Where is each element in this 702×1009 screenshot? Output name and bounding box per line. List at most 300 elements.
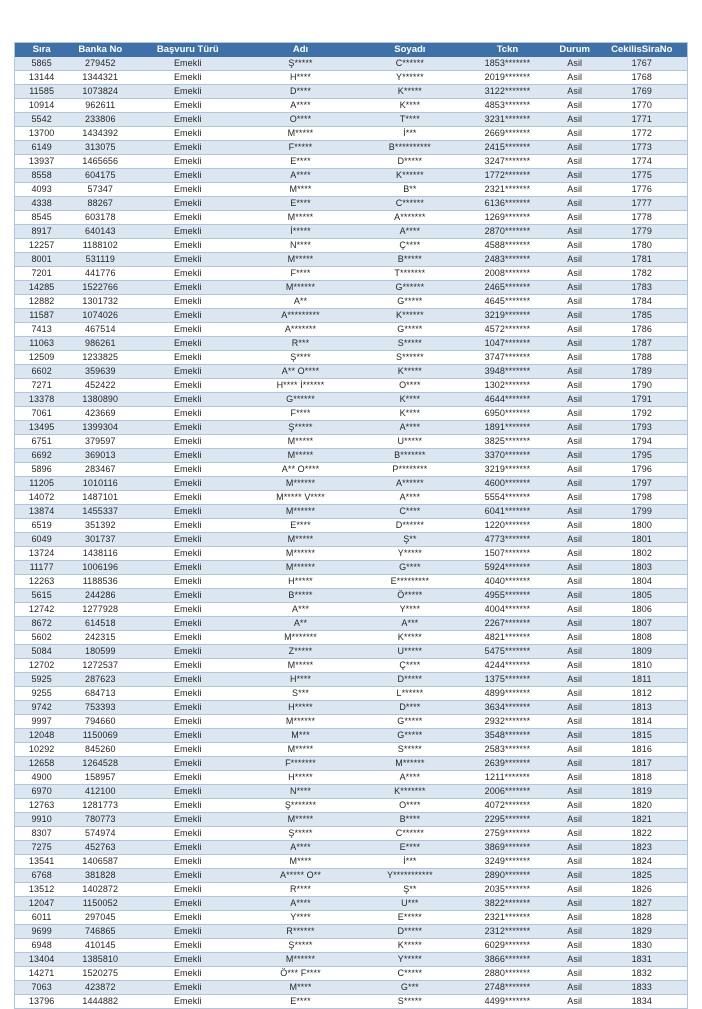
cell-tckn: 1211******* — [462, 771, 553, 785]
cell-basvuru-turu: Emekli — [132, 911, 243, 925]
cell-adi: Ş**** — [243, 351, 357, 365]
cell-sira: 8672 — [15, 617, 69, 631]
table-row — [15, 169, 688, 183]
cell-basvuru-turu: Emekli — [132, 295, 243, 309]
cell-durum: Asil — [553, 281, 597, 295]
cell-soyadi: K****** — [358, 309, 462, 323]
cell-adi: A** O**** — [243, 365, 357, 379]
cell-cekilissirano: 1833 — [597, 981, 688, 995]
table-row — [15, 113, 688, 127]
cell-soyadi: İ*** — [358, 855, 462, 869]
cell-adi: B***** — [243, 589, 357, 603]
cell-tckn: 3247******* — [462, 155, 553, 169]
cell-adi: M***** — [243, 211, 357, 225]
cell-durum: Asil — [553, 939, 597, 953]
cell-banka-no: 1233825 — [68, 351, 132, 365]
table-row — [15, 953, 688, 967]
cell-basvuru-turu: Emekli — [132, 673, 243, 687]
cell-adi: A**** — [243, 841, 357, 855]
cell-adi: A***** O** — [243, 869, 357, 883]
cell-durum: Asil — [553, 169, 597, 183]
cell-adi: M****** — [243, 477, 357, 491]
cell-sira: 5542 — [15, 113, 69, 127]
table-row — [15, 127, 688, 141]
cell-cekilissirano: 1778 — [597, 211, 688, 225]
cell-soyadi: Y****** — [358, 71, 462, 85]
cell-soyadi: E**** — [358, 841, 462, 855]
cell-basvuru-turu: Emekli — [132, 533, 243, 547]
cell-soyadi: G***** — [358, 729, 462, 743]
cell-durum: Asil — [553, 211, 597, 225]
cell-durum: Asil — [553, 337, 597, 351]
table-row — [15, 715, 688, 729]
cell-sira: 7061 — [15, 407, 69, 421]
cell-cekilissirano: 1790 — [597, 379, 688, 393]
cell-cekilissirano: 1796 — [597, 463, 688, 477]
cell-cekilissirano: 1777 — [597, 197, 688, 211]
cell-adi: M****** — [243, 505, 357, 519]
table-row — [15, 379, 688, 393]
cell-adi: Ş******* — [243, 799, 357, 813]
cell-adi: Ş***** — [243, 939, 357, 953]
cell-basvuru-turu: Emekli — [132, 239, 243, 253]
cell-durum: Asil — [553, 743, 597, 757]
cell-soyadi: B** — [358, 183, 462, 197]
column-header-tckn: Tckn — [462, 43, 553, 58]
cell-soyadi: P******** — [358, 463, 462, 477]
cell-sira: 11063 — [15, 337, 69, 351]
cell-adi: R*** — [243, 337, 357, 351]
cell-sira: 14285 — [15, 281, 69, 295]
column-header-banka-no: Banka No — [68, 43, 132, 58]
cell-tckn: 4600******* — [462, 477, 553, 491]
cell-durum: Asil — [553, 463, 597, 477]
cell-adi: M***** — [243, 127, 357, 141]
cell-tckn: 4853******* — [462, 99, 553, 113]
cell-cekilissirano: 1800 — [597, 519, 688, 533]
cell-cekilissirano: 1774 — [597, 155, 688, 169]
cell-basvuru-turu: Emekli — [132, 57, 243, 71]
cell-basvuru-turu: Emekli — [132, 715, 243, 729]
cell-tckn: 2415******* — [462, 141, 553, 155]
cell-basvuru-turu: Emekli — [132, 771, 243, 785]
cell-soyadi: C**** — [358, 505, 462, 519]
cell-cekilissirano: 1788 — [597, 351, 688, 365]
cell-adi: F******* — [243, 757, 357, 771]
cell-cekilissirano: 1780 — [597, 239, 688, 253]
cell-banka-no: 287623 — [68, 673, 132, 687]
cell-cekilissirano: 1783 — [597, 281, 688, 295]
cell-soyadi: B**** — [358, 813, 462, 827]
cell-sira: 6049 — [15, 533, 69, 547]
cell-tckn: 2483******* — [462, 253, 553, 267]
cell-sira: 13796 — [15, 995, 69, 1009]
cell-durum: Asil — [553, 869, 597, 883]
table-row — [15, 449, 688, 463]
cell-banka-no: 1399304 — [68, 421, 132, 435]
cell-cekilissirano: 1819 — [597, 785, 688, 799]
cell-cekilissirano: 1825 — [597, 869, 688, 883]
cell-durum: Asil — [553, 855, 597, 869]
cell-banka-no: 423669 — [68, 407, 132, 421]
cell-durum: Asil — [553, 197, 597, 211]
cell-soyadi: Y***** — [358, 953, 462, 967]
cell-sira: 11585 — [15, 85, 69, 99]
cell-durum: Asil — [553, 113, 597, 127]
cell-banka-no: 962611 — [68, 99, 132, 113]
cell-durum: Asil — [553, 449, 597, 463]
cell-sira: 12742 — [15, 603, 69, 617]
cell-tckn: 1269******* — [462, 211, 553, 225]
cell-adi: M***** — [243, 253, 357, 267]
cell-sira: 13495 — [15, 421, 69, 435]
cell-banka-no: 467514 — [68, 323, 132, 337]
cell-banka-no: 1188102 — [68, 239, 132, 253]
cell-soyadi: Y**** — [358, 603, 462, 617]
cell-durum: Asil — [553, 379, 597, 393]
cell-banka-no: 1301732 — [68, 295, 132, 309]
table-row — [15, 743, 688, 757]
cell-adi: H***** — [243, 575, 357, 589]
cell-sira: 8545 — [15, 211, 69, 225]
cell-cekilissirano: 1816 — [597, 743, 688, 757]
cell-cekilissirano: 1801 — [597, 533, 688, 547]
cell-soyadi: G****** — [358, 281, 462, 295]
cell-durum: Asil — [553, 757, 597, 771]
table-row — [15, 813, 688, 827]
cell-durum: Asil — [553, 911, 597, 925]
cell-durum: Asil — [553, 925, 597, 939]
cell-tckn: 2639******* — [462, 757, 553, 771]
cell-basvuru-turu: Emekli — [132, 197, 243, 211]
cell-basvuru-turu: Emekli — [132, 645, 243, 659]
cell-durum: Asil — [553, 57, 597, 71]
cell-basvuru-turu: Emekli — [132, 421, 243, 435]
cell-banka-no: 1444882 — [68, 995, 132, 1009]
cell-soyadi: G**** — [358, 561, 462, 575]
cell-tckn: 4499******* — [462, 995, 553, 1009]
cell-banka-no: 412100 — [68, 785, 132, 799]
table-row — [15, 267, 688, 281]
cell-sira: 13512 — [15, 883, 69, 897]
cell-basvuru-turu: Emekli — [132, 309, 243, 323]
cell-cekilissirano: 1798 — [597, 491, 688, 505]
cell-banka-no: 1402872 — [68, 883, 132, 897]
cell-durum: Asil — [553, 561, 597, 575]
cell-soyadi: E***** — [358, 911, 462, 925]
cell-basvuru-turu: Emekli — [132, 855, 243, 869]
cell-tckn: 3122******* — [462, 85, 553, 99]
cell-basvuru-turu: Emekli — [132, 925, 243, 939]
table-row — [15, 183, 688, 197]
cell-cekilissirano: 1808 — [597, 631, 688, 645]
cell-cekilissirano: 1812 — [597, 687, 688, 701]
cell-basvuru-turu: Emekli — [132, 589, 243, 603]
cell-banka-no: 604175 — [68, 169, 132, 183]
cell-basvuru-turu: Emekli — [132, 799, 243, 813]
cell-soyadi: Ş** — [358, 883, 462, 897]
cell-durum: Asil — [553, 883, 597, 897]
cell-soyadi: U*** — [358, 897, 462, 911]
cell-basvuru-turu: Emekli — [132, 603, 243, 617]
cell-durum: Asil — [553, 71, 597, 85]
cell-basvuru-turu: Emekli — [132, 463, 243, 477]
table-header — [15, 43, 688, 58]
table-row — [15, 365, 688, 379]
cell-banka-no: 1074026 — [68, 309, 132, 323]
cell-banka-no: 452422 — [68, 379, 132, 393]
cell-cekilissirano: 1786 — [597, 323, 688, 337]
cell-durum: Asil — [553, 659, 597, 673]
cell-cekilissirano: 1823 — [597, 841, 688, 855]
cell-durum: Asil — [553, 295, 597, 309]
cell-banka-no: 57347 — [68, 183, 132, 197]
cell-adi: Ş***** — [243, 827, 357, 841]
cell-sira: 14271 — [15, 967, 69, 981]
cell-adi: Y**** — [243, 911, 357, 925]
cell-banka-no: 986261 — [68, 337, 132, 351]
cell-tckn: 3219******* — [462, 309, 553, 323]
cell-tckn: 1220******* — [462, 519, 553, 533]
cell-sira: 6768 — [15, 869, 69, 883]
cell-banka-no: 1073824 — [68, 85, 132, 99]
cell-banka-no: 441776 — [68, 267, 132, 281]
cell-banka-no: 1264528 — [68, 757, 132, 771]
cell-basvuru-turu: Emekli — [132, 813, 243, 827]
table-row — [15, 673, 688, 687]
cell-soyadi: A**** — [358, 771, 462, 785]
cell-tckn: 6041******* — [462, 505, 553, 519]
cell-tckn: 4588******* — [462, 239, 553, 253]
cell-cekilissirano: 1818 — [597, 771, 688, 785]
cell-basvuru-turu: Emekli — [132, 351, 243, 365]
cell-cekilissirano: 1804 — [597, 575, 688, 589]
cell-tckn: 2465******* — [462, 281, 553, 295]
cell-basvuru-turu: Emekli — [132, 841, 243, 855]
cell-sira: 13724 — [15, 547, 69, 561]
cell-basvuru-turu: Emekli — [132, 85, 243, 99]
cell-adi: R****** — [243, 925, 357, 939]
table-header-row — [15, 43, 688, 58]
table-row — [15, 253, 688, 267]
cell-cekilissirano: 1815 — [597, 729, 688, 743]
cell-basvuru-turu: Emekli — [132, 113, 243, 127]
cell-adi: F**** — [243, 407, 357, 421]
cell-cekilissirano: 1822 — [597, 827, 688, 841]
cell-sira: 11177 — [15, 561, 69, 575]
cell-basvuru-turu: Emekli — [132, 897, 243, 911]
cell-soyadi: İ*** — [358, 127, 462, 141]
cell-banka-no: 1006196 — [68, 561, 132, 575]
cell-soyadi: S***** — [358, 337, 462, 351]
table-row — [15, 981, 688, 995]
cell-banka-no: 379597 — [68, 435, 132, 449]
cell-banka-no: 158957 — [68, 771, 132, 785]
cell-cekilissirano: 1773 — [597, 141, 688, 155]
cell-banka-no: 746865 — [68, 925, 132, 939]
cell-durum: Asil — [553, 505, 597, 519]
cell-basvuru-turu: Emekli — [132, 687, 243, 701]
cell-banka-no: 233806 — [68, 113, 132, 127]
cell-soyadi: Ç**** — [358, 239, 462, 253]
cell-adi: F**** — [243, 267, 357, 281]
cell-soyadi: A**** — [358, 421, 462, 435]
table-row — [15, 505, 688, 519]
cell-basvuru-turu: Emekli — [132, 995, 243, 1009]
cell-sira: 7271 — [15, 379, 69, 393]
cell-soyadi: A**** — [358, 491, 462, 505]
cell-basvuru-turu: Emekli — [132, 827, 243, 841]
cell-basvuru-turu: Emekli — [132, 785, 243, 799]
cell-soyadi: U***** — [358, 435, 462, 449]
cell-basvuru-turu: Emekli — [132, 575, 243, 589]
cell-banka-no: 410145 — [68, 939, 132, 953]
table-row — [15, 393, 688, 407]
cell-adi: M***** — [243, 435, 357, 449]
table-row — [15, 351, 688, 365]
cell-cekilissirano: 1775 — [597, 169, 688, 183]
cell-adi: Ö*** F**** — [243, 967, 357, 981]
cell-adi: M***** — [243, 533, 357, 547]
cell-sira: 9699 — [15, 925, 69, 939]
cell-adi: A**** — [243, 99, 357, 113]
table-row — [15, 295, 688, 309]
cell-soyadi: D***** — [358, 155, 462, 169]
cell-tckn: 1891******* — [462, 421, 553, 435]
cell-tckn: 2880******* — [462, 967, 553, 981]
cell-cekilissirano: 1831 — [597, 953, 688, 967]
table-row — [15, 477, 688, 491]
cell-cekilissirano: 1793 — [597, 421, 688, 435]
cell-durum: Asil — [553, 225, 597, 239]
cell-soyadi: A****** — [358, 477, 462, 491]
cell-tckn: 1772******* — [462, 169, 553, 183]
cell-adi: M****** — [243, 281, 357, 295]
cell-adi: M******* — [243, 631, 357, 645]
cell-soyadi: K**** — [358, 99, 462, 113]
cell-adi: E**** — [243, 519, 357, 533]
cell-basvuru-turu: Emekli — [132, 281, 243, 295]
cell-adi: A********* — [243, 309, 357, 323]
cell-tckn: 3822******* — [462, 897, 553, 911]
cell-durum: Asil — [553, 953, 597, 967]
cell-banka-no: 1150052 — [68, 897, 132, 911]
cell-sira: 8917 — [15, 225, 69, 239]
cell-adi: A**** — [243, 897, 357, 911]
cell-adi: Ş***** — [243, 57, 357, 71]
cell-banka-no: 684713 — [68, 687, 132, 701]
cell-cekilissirano: 1817 — [597, 757, 688, 771]
cell-sira: 7413 — [15, 323, 69, 337]
cell-sira: 12509 — [15, 351, 69, 365]
cell-basvuru-turu: Emekli — [132, 435, 243, 449]
cell-banka-no: 297045 — [68, 911, 132, 925]
cell-tckn: 4572******* — [462, 323, 553, 337]
cell-durum: Asil — [553, 351, 597, 365]
cell-tckn: 6950******* — [462, 407, 553, 421]
cell-tckn: 1507******* — [462, 547, 553, 561]
cell-adi: F***** — [243, 141, 357, 155]
cell-tckn: 3634******* — [462, 701, 553, 715]
cell-cekilissirano: 1791 — [597, 393, 688, 407]
table-body — [15, 57, 688, 1009]
cell-adi: M****** — [243, 715, 357, 729]
cell-soyadi: K******* — [358, 785, 462, 799]
table-row — [15, 855, 688, 869]
cell-basvuru-turu: Emekli — [132, 743, 243, 757]
table-row — [15, 155, 688, 169]
cell-cekilissirano: 1813 — [597, 701, 688, 715]
table-row — [15, 491, 688, 505]
cell-banka-no: 1150069 — [68, 729, 132, 743]
results-table — [14, 42, 688, 1009]
cell-sira: 8558 — [15, 169, 69, 183]
cell-cekilissirano: 1821 — [597, 813, 688, 827]
cell-sira: 7201 — [15, 267, 69, 281]
cell-adi: M**** — [243, 183, 357, 197]
column-header-durum: Durum — [553, 43, 597, 58]
cell-cekilissirano: 1772 — [597, 127, 688, 141]
cell-durum: Asil — [553, 673, 597, 687]
cell-adi: M**** — [243, 855, 357, 869]
cell-cekilissirano: 1805 — [597, 589, 688, 603]
cell-adi: H***** — [243, 771, 357, 785]
cell-tckn: 2870******* — [462, 225, 553, 239]
cell-adi: A** O**** — [243, 463, 357, 477]
cell-tckn: 3866******* — [462, 953, 553, 967]
table-row — [15, 239, 688, 253]
cell-soyadi: M****** — [358, 757, 462, 771]
cell-soyadi: Ö***** — [358, 589, 462, 603]
cell-basvuru-turu: Emekli — [132, 505, 243, 519]
cell-tckn: 2583******* — [462, 743, 553, 757]
cell-tckn: 1047******* — [462, 337, 553, 351]
cell-tckn: 2006******* — [462, 785, 553, 799]
cell-soyadi: B***** — [358, 253, 462, 267]
cell-cekilissirano: 1767 — [597, 57, 688, 71]
cell-basvuru-turu: Emekli — [132, 617, 243, 631]
cell-tckn: 5475******* — [462, 645, 553, 659]
cell-banka-no: 283467 — [68, 463, 132, 477]
cell-sira: 14072 — [15, 491, 69, 505]
cell-basvuru-turu: Emekli — [132, 127, 243, 141]
cell-banka-no: 1188536 — [68, 575, 132, 589]
cell-sira: 6149 — [15, 141, 69, 155]
cell-basvuru-turu: Emekli — [132, 939, 243, 953]
cell-sira: 10914 — [15, 99, 69, 113]
cell-soyadi: D***** — [358, 925, 462, 939]
cell-banka-no: 1385810 — [68, 953, 132, 967]
cell-tckn: 3548******* — [462, 729, 553, 743]
cell-sira: 8307 — [15, 827, 69, 841]
cell-adi: İ***** — [243, 225, 357, 239]
cell-soyadi: E********* — [358, 575, 462, 589]
table-row — [15, 463, 688, 477]
cell-banka-no: 614518 — [68, 617, 132, 631]
cell-basvuru-turu: Emekli — [132, 547, 243, 561]
cell-tckn: 4773******* — [462, 533, 553, 547]
cell-sira: 6519 — [15, 519, 69, 533]
cell-sira: 12702 — [15, 659, 69, 673]
cell-cekilissirano: 1776 — [597, 183, 688, 197]
cell-basvuru-turu: Emekli — [132, 491, 243, 505]
cell-durum: Asil — [553, 519, 597, 533]
cell-tckn: 4899******* — [462, 687, 553, 701]
cell-basvuru-turu: Emekli — [132, 631, 243, 645]
cell-sira: 5925 — [15, 673, 69, 687]
cell-basvuru-turu: Emekli — [132, 225, 243, 239]
cell-sira: 12658 — [15, 757, 69, 771]
